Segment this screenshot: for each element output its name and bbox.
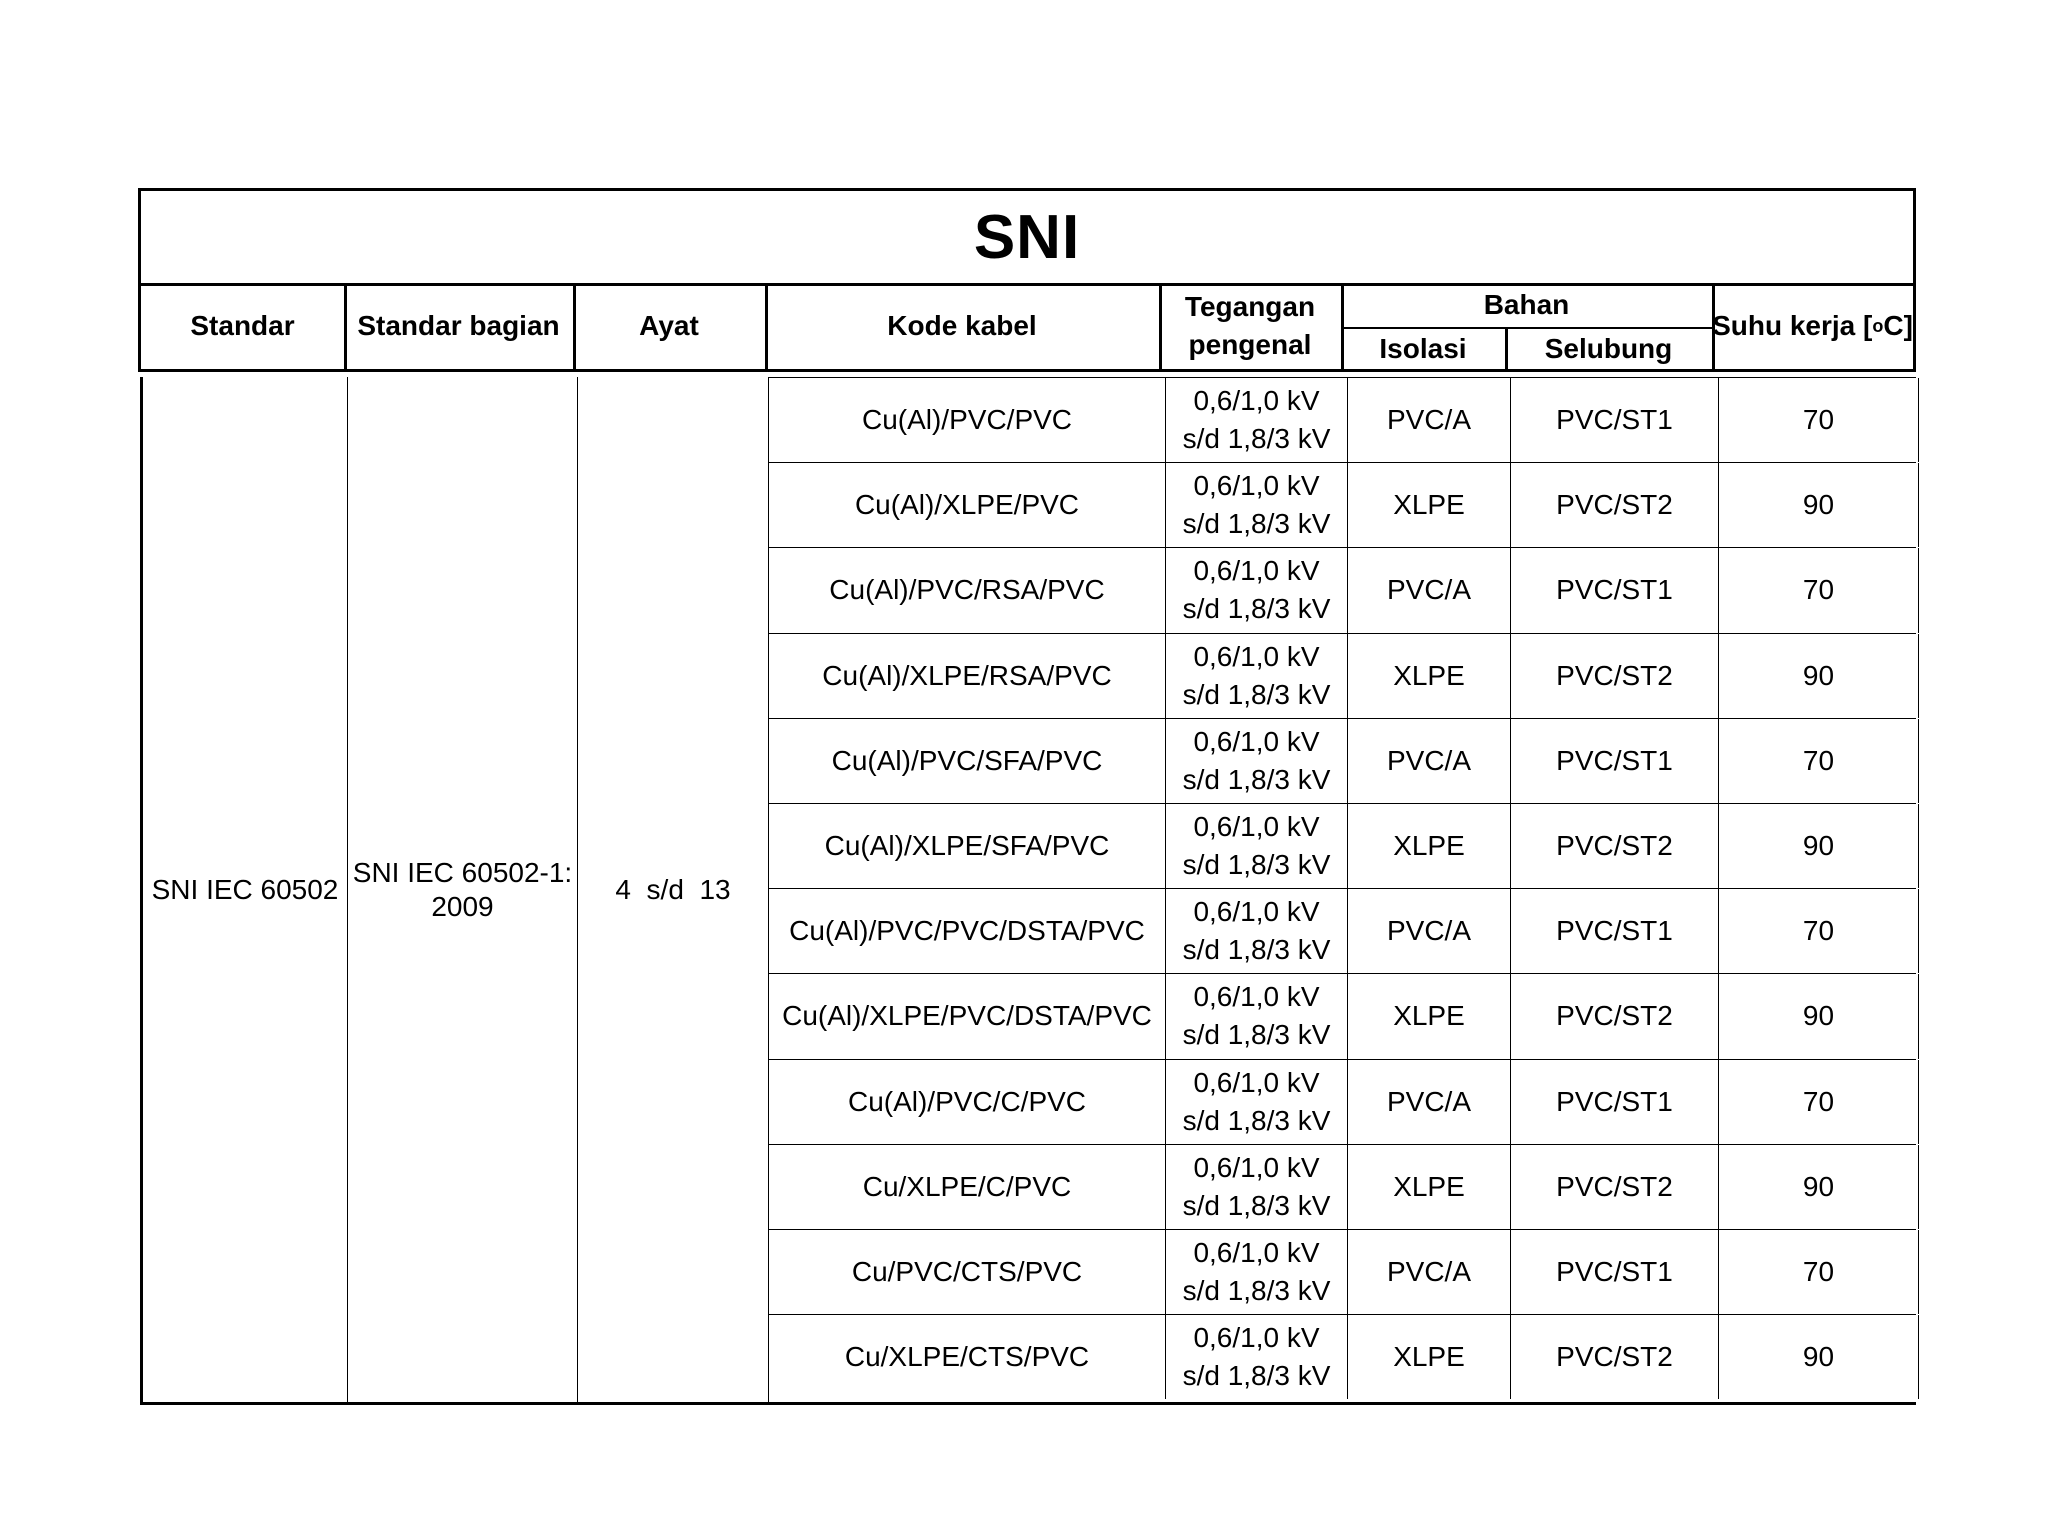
cell-tegangan bbox=[1166, 1145, 1348, 1229]
cell-tegangan-line2: s/d 1,8/3 kV bbox=[1182, 1360, 1331, 1392]
cell-tegangan-line1: 0,6/1,0 kV bbox=[1193, 725, 1320, 757]
cell-suhu: 90 bbox=[1719, 463, 1919, 547]
cell-tegangan bbox=[1166, 1060, 1348, 1144]
cell-selubung: PVC/ST2 bbox=[1511, 804, 1719, 888]
cell-tegangan-line2: s/d 1,8/3 kV bbox=[1182, 1189, 1331, 1221]
cell-suhu: 90 bbox=[1719, 804, 1919, 888]
cell-kode-kabel: Cu(Al)/PVC/SFA/PVC bbox=[769, 719, 1166, 803]
cell-tegangan-line1: 0,6/1,0 kV bbox=[1193, 896, 1320, 928]
cell-selubung: PVC/ST2 bbox=[1511, 463, 1719, 547]
cell-isolasi: PVC/A bbox=[1348, 889, 1511, 973]
cell-kode-kabel: Cu/XLPE/CTS/PVC bbox=[769, 1315, 1166, 1399]
cell-tegangan-line2: s/d 1,8/3 kV bbox=[1182, 1019, 1331, 1051]
cell-tegangan-line2: s/d 1,8/3 kV bbox=[1182, 849, 1331, 881]
cell-tegangan bbox=[1166, 378, 1348, 462]
cell-suhu: 70 bbox=[1719, 889, 1919, 973]
table-row bbox=[769, 888, 1916, 973]
cell-tegangan bbox=[1166, 1315, 1348, 1399]
cell-isolasi: XLPE bbox=[1348, 804, 1511, 888]
header-tegangan bbox=[1159, 283, 1341, 369]
cell-isolasi: PVC/A bbox=[1348, 548, 1511, 632]
cell-kode-kabel: Cu(Al)/PVC/RSA/PVC bbox=[769, 548, 1166, 632]
cell-tegangan-line2: s/d 1,8/3 kV bbox=[1182, 423, 1331, 455]
cell-tegangan-line2: s/d 1,8/3 kV bbox=[1182, 1275, 1331, 1307]
cell-kode-kabel: Cu(Al)/XLPE/RSA/PVC bbox=[769, 634, 1166, 718]
cell-suhu: 70 bbox=[1719, 1060, 1919, 1144]
cell-selubung: PVC/ST1 bbox=[1511, 1230, 1719, 1314]
cell-standar-bagian-line1: SNI IEC 60502-1: bbox=[352, 856, 573, 888]
table-row bbox=[769, 1059, 1916, 1144]
cell-kode-kabel: Cu(Al)/PVC/PVC/DSTA/PVC bbox=[769, 889, 1166, 973]
cell-selubung: PVC/ST1 bbox=[1511, 378, 1719, 462]
cell-selubung: PVC/ST1 bbox=[1511, 548, 1719, 632]
table-row bbox=[769, 1229, 1916, 1314]
cell-tegangan-line2: s/d 1,8/3 kV bbox=[1182, 1104, 1331, 1136]
cell-tegangan-line1: 0,6/1,0 kV bbox=[1193, 811, 1320, 843]
cell-suhu: 70 bbox=[1719, 378, 1919, 462]
cell-tegangan bbox=[1166, 889, 1348, 973]
cell-selubung: PVC/ST1 bbox=[1511, 1060, 1719, 1144]
cell-suhu: 90 bbox=[1719, 634, 1919, 718]
cell-tegangan-line1: 0,6/1,0 kV bbox=[1193, 555, 1320, 587]
cell-tegangan-line2: s/d 1,8/3 kV bbox=[1182, 934, 1331, 966]
table-row bbox=[769, 547, 1916, 632]
header-ayat: Ayat bbox=[639, 310, 699, 341]
header-suhu-kerja: Suhu kerja [ o C] bbox=[1712, 283, 1913, 369]
cell-tegangan-line1: 0,6/1,0 kV bbox=[1193, 640, 1320, 672]
table-body bbox=[140, 377, 1916, 1405]
cell-suhu: 70 bbox=[1719, 548, 1919, 632]
page-title: SNI bbox=[141, 191, 1913, 286]
header-suhu-prefix: Suhu kerja [ bbox=[1712, 310, 1873, 341]
cell-tegangan-line1: 0,6/1,0 kV bbox=[1193, 1322, 1320, 1354]
table-row bbox=[769, 973, 1916, 1058]
cell-selubung: PVC/ST1 bbox=[1511, 889, 1719, 973]
cell-isolasi: PVC/A bbox=[1348, 378, 1511, 462]
table-row bbox=[769, 1144, 1916, 1229]
cell-tegangan-line1: 0,6/1,0 kV bbox=[1193, 1237, 1320, 1269]
cell-selubung: PVC/ST2 bbox=[1511, 974, 1719, 1058]
cell-kode-kabel: Cu(Al)/XLPE/PVC/DSTA/PVC bbox=[769, 974, 1166, 1058]
cell-standar-bagian-line2: 2009 bbox=[431, 890, 494, 922]
header-standar: Standar bbox=[190, 310, 295, 341]
header-standar-bagian: Standar bagian bbox=[357, 310, 560, 341]
cell-tegangan-line1: 0,6/1,0 kV bbox=[1193, 470, 1320, 502]
table-header bbox=[138, 188, 1916, 372]
cell-standar-bagian bbox=[348, 377, 578, 1402]
cell-isolasi: PVC/A bbox=[1348, 1230, 1511, 1314]
header-kode-kabel: Kode kabel bbox=[887, 310, 1037, 341]
cell-tegangan bbox=[1166, 634, 1348, 718]
header-tegangan-line1: Tegangan bbox=[1184, 291, 1316, 322]
cell-kode-kabel: Cu(Al)/XLPE/SFA/PVC bbox=[769, 804, 1166, 888]
cell-suhu: 90 bbox=[1719, 1145, 1919, 1229]
cable-rows bbox=[769, 377, 1916, 1402]
cell-suhu: 90 bbox=[1719, 1315, 1919, 1399]
cell-isolasi: XLPE bbox=[1348, 974, 1511, 1058]
header-bahan: Bahan bbox=[1483, 289, 1570, 320]
header-isolasi: Isolasi bbox=[1379, 332, 1467, 364]
cell-selubung: PVC/ST2 bbox=[1511, 634, 1719, 718]
cell-isolasi: PVC/A bbox=[1348, 719, 1511, 803]
cell-isolasi: XLPE bbox=[1348, 634, 1511, 718]
cell-tegangan-line1: 0,6/1,0 kV bbox=[1193, 981, 1320, 1013]
cell-kode-kabel: Cu(Al)/PVC/PVC bbox=[769, 378, 1166, 462]
cell-tegangan bbox=[1166, 974, 1348, 1058]
header-tegangan-line2: pengenal bbox=[1188, 329, 1312, 360]
cell-standar: SNI IEC 60502 bbox=[143, 377, 348, 1402]
cell-tegangan-line2: s/d 1,8/3 kV bbox=[1182, 678, 1331, 710]
cell-ayat: 4 s/d 13 bbox=[578, 377, 769, 1402]
header-selubung: Selubung bbox=[1544, 332, 1673, 364]
table-row bbox=[769, 718, 1916, 803]
cell-kode-kabel: Cu/PVC/CTS/PVC bbox=[769, 1230, 1166, 1314]
table-row bbox=[769, 377, 1916, 462]
cell-selubung: PVC/ST2 bbox=[1511, 1315, 1719, 1399]
cell-isolasi: XLPE bbox=[1348, 1315, 1511, 1399]
cell-tegangan bbox=[1166, 548, 1348, 632]
table-row bbox=[769, 1314, 1916, 1399]
cell-tegangan-line1: 0,6/1,0 kV bbox=[1193, 1066, 1320, 1098]
header-suhu-suffix: C] bbox=[1883, 310, 1913, 341]
cell-isolasi: XLPE bbox=[1348, 1145, 1511, 1229]
cell-suhu: 70 bbox=[1719, 1230, 1919, 1314]
cell-selubung: PVC/ST2 bbox=[1511, 1145, 1719, 1229]
cell-suhu: 90 bbox=[1719, 974, 1919, 1058]
cell-kode-kabel: Cu(Al)/XLPE/PVC bbox=[769, 463, 1166, 547]
cell-kode-kabel: Cu(Al)/PVC/C/PVC bbox=[769, 1060, 1166, 1144]
table-row bbox=[769, 462, 1916, 547]
cell-suhu: 70 bbox=[1719, 719, 1919, 803]
cell-selubung: PVC/ST1 bbox=[1511, 719, 1719, 803]
cell-tegangan bbox=[1166, 463, 1348, 547]
cell-tegangan-line1: 0,6/1,0 kV bbox=[1193, 1151, 1320, 1183]
cell-kode-kabel: Cu/XLPE/C/PVC bbox=[769, 1145, 1166, 1229]
cell-isolasi: XLPE bbox=[1348, 463, 1511, 547]
cell-tegangan-line2: s/d 1,8/3 kV bbox=[1182, 763, 1331, 795]
cell-tegangan-line2: s/d 1,8/3 kV bbox=[1182, 508, 1331, 540]
table-row bbox=[769, 803, 1916, 888]
cell-tegangan bbox=[1166, 719, 1348, 803]
cell-tegangan bbox=[1166, 1230, 1348, 1314]
cell-tegangan-line1: 0,6/1,0 kV bbox=[1193, 385, 1320, 417]
cell-tegangan-line2: s/d 1,8/3 kV bbox=[1182, 593, 1331, 625]
table-row bbox=[769, 633, 1916, 718]
cell-tegangan bbox=[1166, 804, 1348, 888]
cell-isolasi: PVC/A bbox=[1348, 1060, 1511, 1144]
